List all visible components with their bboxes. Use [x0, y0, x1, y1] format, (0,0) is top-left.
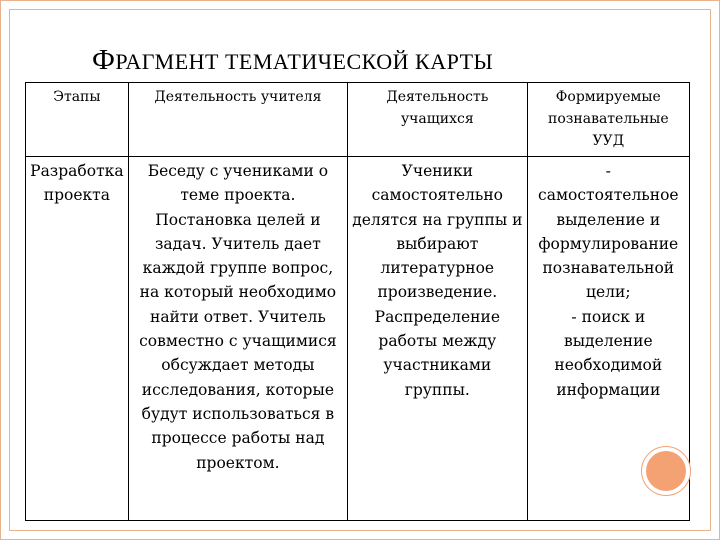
header-uud: Формируемые познавательные УУД	[527, 83, 689, 157]
thematic-map-table	[25, 82, 690, 521]
header-student-activity: Деятельность учащихся	[348, 83, 528, 157]
slide-title	[92, 44, 493, 77]
slide-title-rest: РАГМЕНТ ТЕМАТИЧЕСКОЙ КАРТЫ	[115, 49, 494, 74]
cell-uud: - самостоятельное выделение и формулирование познавательной цели; - поиск и выделение необходимой информации	[527, 157, 689, 521]
table-row	[26, 157, 690, 521]
header-stages: Этапы	[26, 83, 129, 157]
cell-student-activity: Ученики самостоятельно делятся на группы и выбирают литературное произведение. Распределение работы между участниками группы.	[348, 157, 528, 521]
cell-teacher-activity: Беседу с учениками о теме проекта. Постановка целей и задач. Учитель дает каждой группе вопрос, на который необходимо найти ответ. Учитель совместно с учащимися обсуждает методы исследования, которые будут использоваться в процессе работы над проектом.	[128, 157, 347, 521]
slide-title-first-letter: Ф	[92, 44, 116, 76]
cell-stage: Разработка проекта	[26, 157, 129, 521]
header-teacher-activity: Деятельность учителя	[128, 83, 347, 157]
decorative-circle	[646, 451, 686, 491]
table-header-row	[26, 83, 690, 157]
